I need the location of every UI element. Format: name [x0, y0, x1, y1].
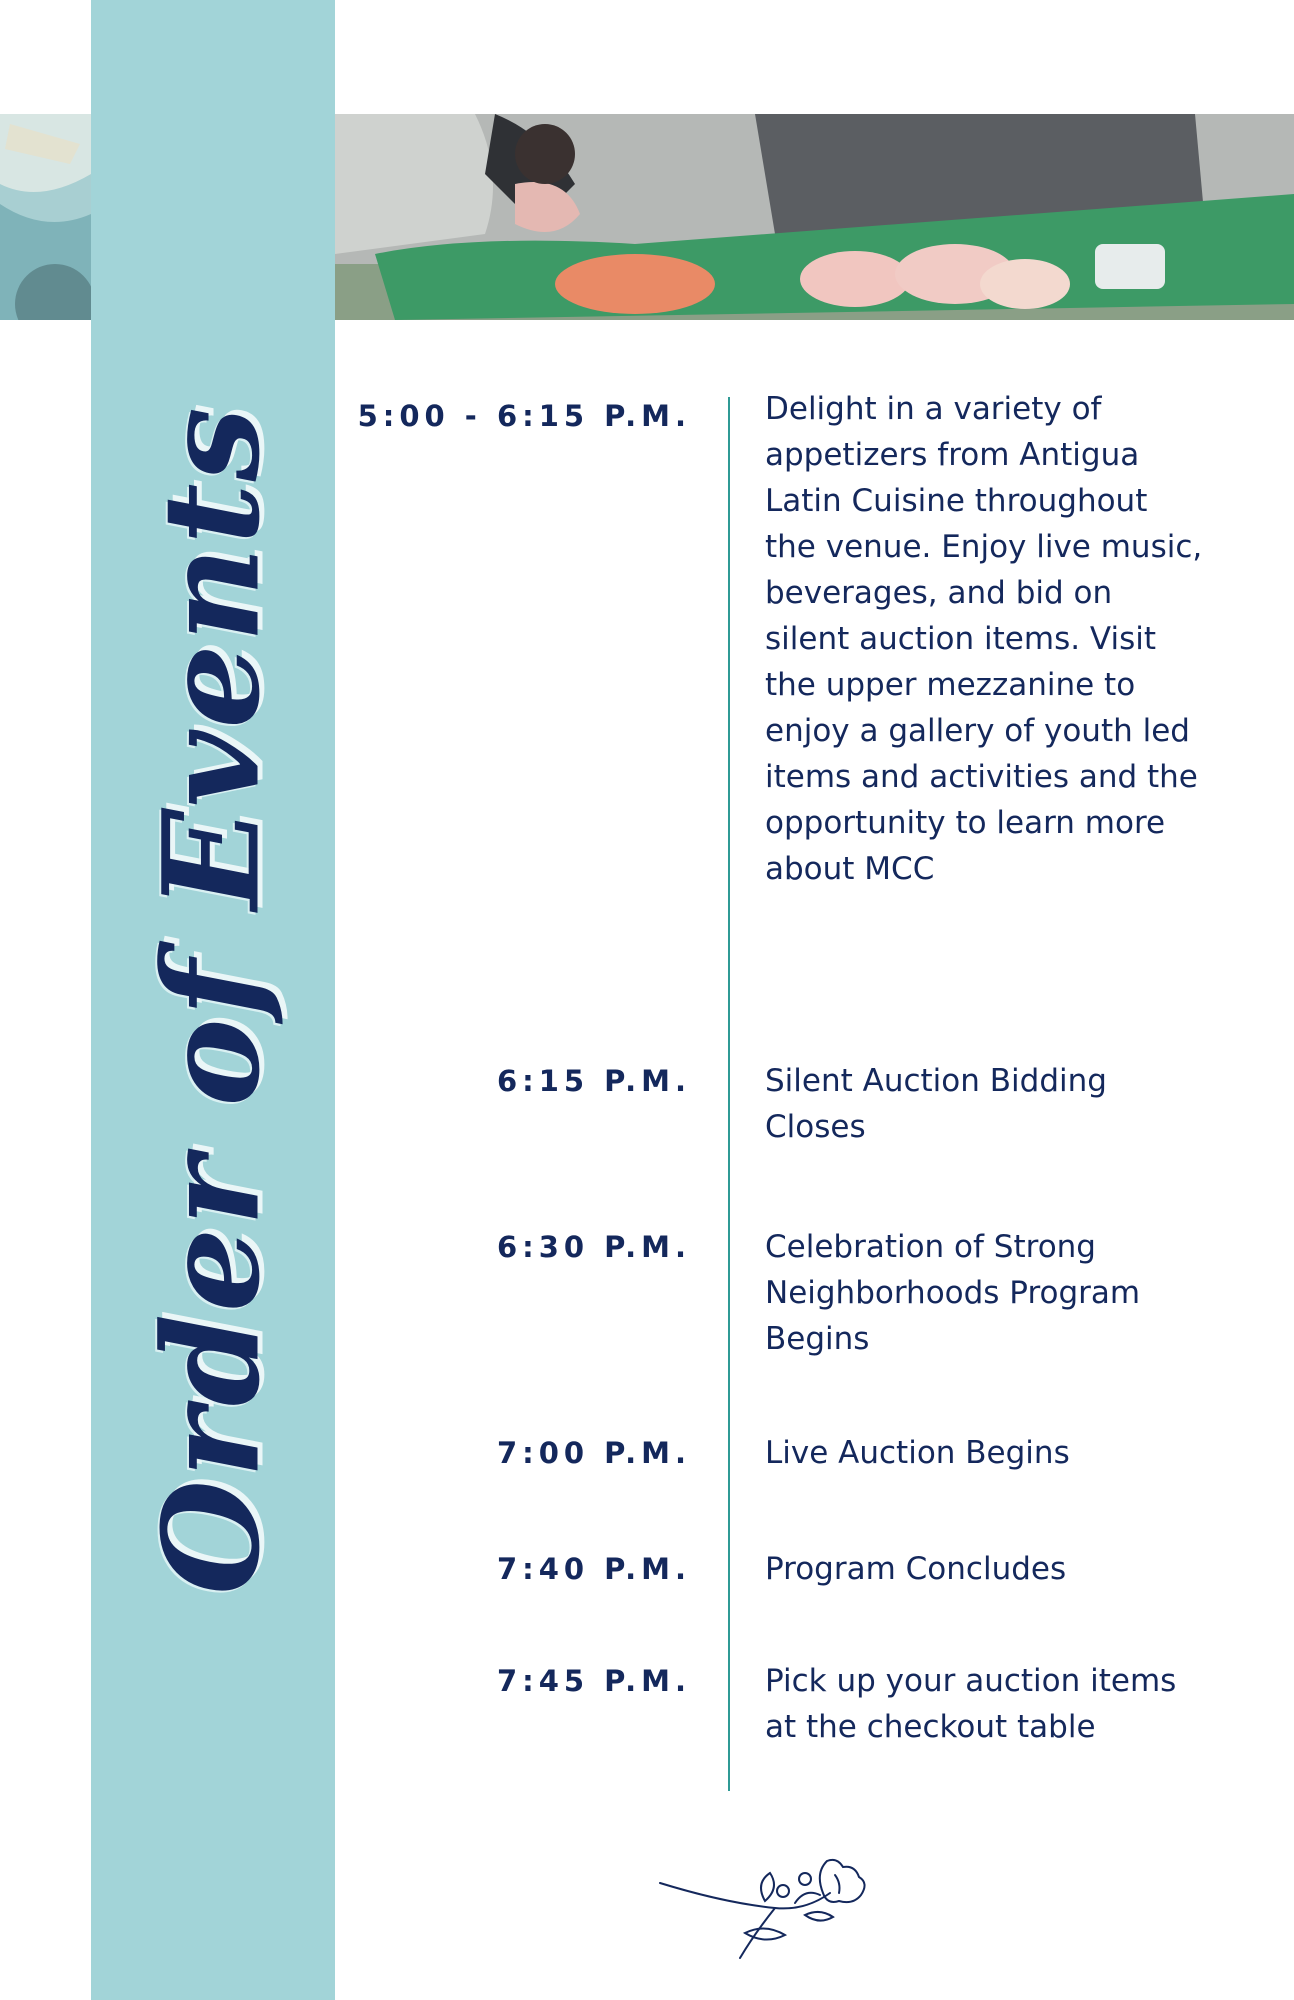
event-description: Delight in a variety of appetizers from Antigua Latin Cuisine throughout the venue. Enjoy live music, beverages, and bid on silent auction items. Visit the upper mezzanine to enjoy a gallery of youth led items and activities and the opportunity to learn more about MCC	[765, 391, 1203, 887]
event-description: Silent Auction Bidding Closes	[765, 1063, 1107, 1145]
photo-strip-left	[0, 114, 91, 320]
event-description: Live Auction Begins	[765, 1435, 1070, 1471]
event-description: Celebration of Strong Neighborhoods Program Begins	[765, 1229, 1141, 1357]
event-time: 7:40 P.M.	[496, 1552, 691, 1586]
event-time: 7:45 P.M.	[496, 1664, 691, 1698]
event-description: Pick up your auction items at the checkout table	[765, 1663, 1177, 1745]
youth-painting-photo	[335, 114, 1294, 320]
page-title: Order of Events	[134, 405, 290, 1595]
timeline-divider	[728, 397, 730, 1791]
flower-sprig-icon	[655, 1853, 875, 1967]
event-time: 7:00 P.M.	[496, 1436, 691, 1470]
event-description: Program Concludes	[765, 1551, 1067, 1587]
event-time: 6:30 P.M.	[496, 1230, 691, 1264]
event-time: 6:15 P.M.	[496, 1064, 691, 1098]
event-time: 5:00 - 6:15 P.M.	[357, 399, 691, 433]
